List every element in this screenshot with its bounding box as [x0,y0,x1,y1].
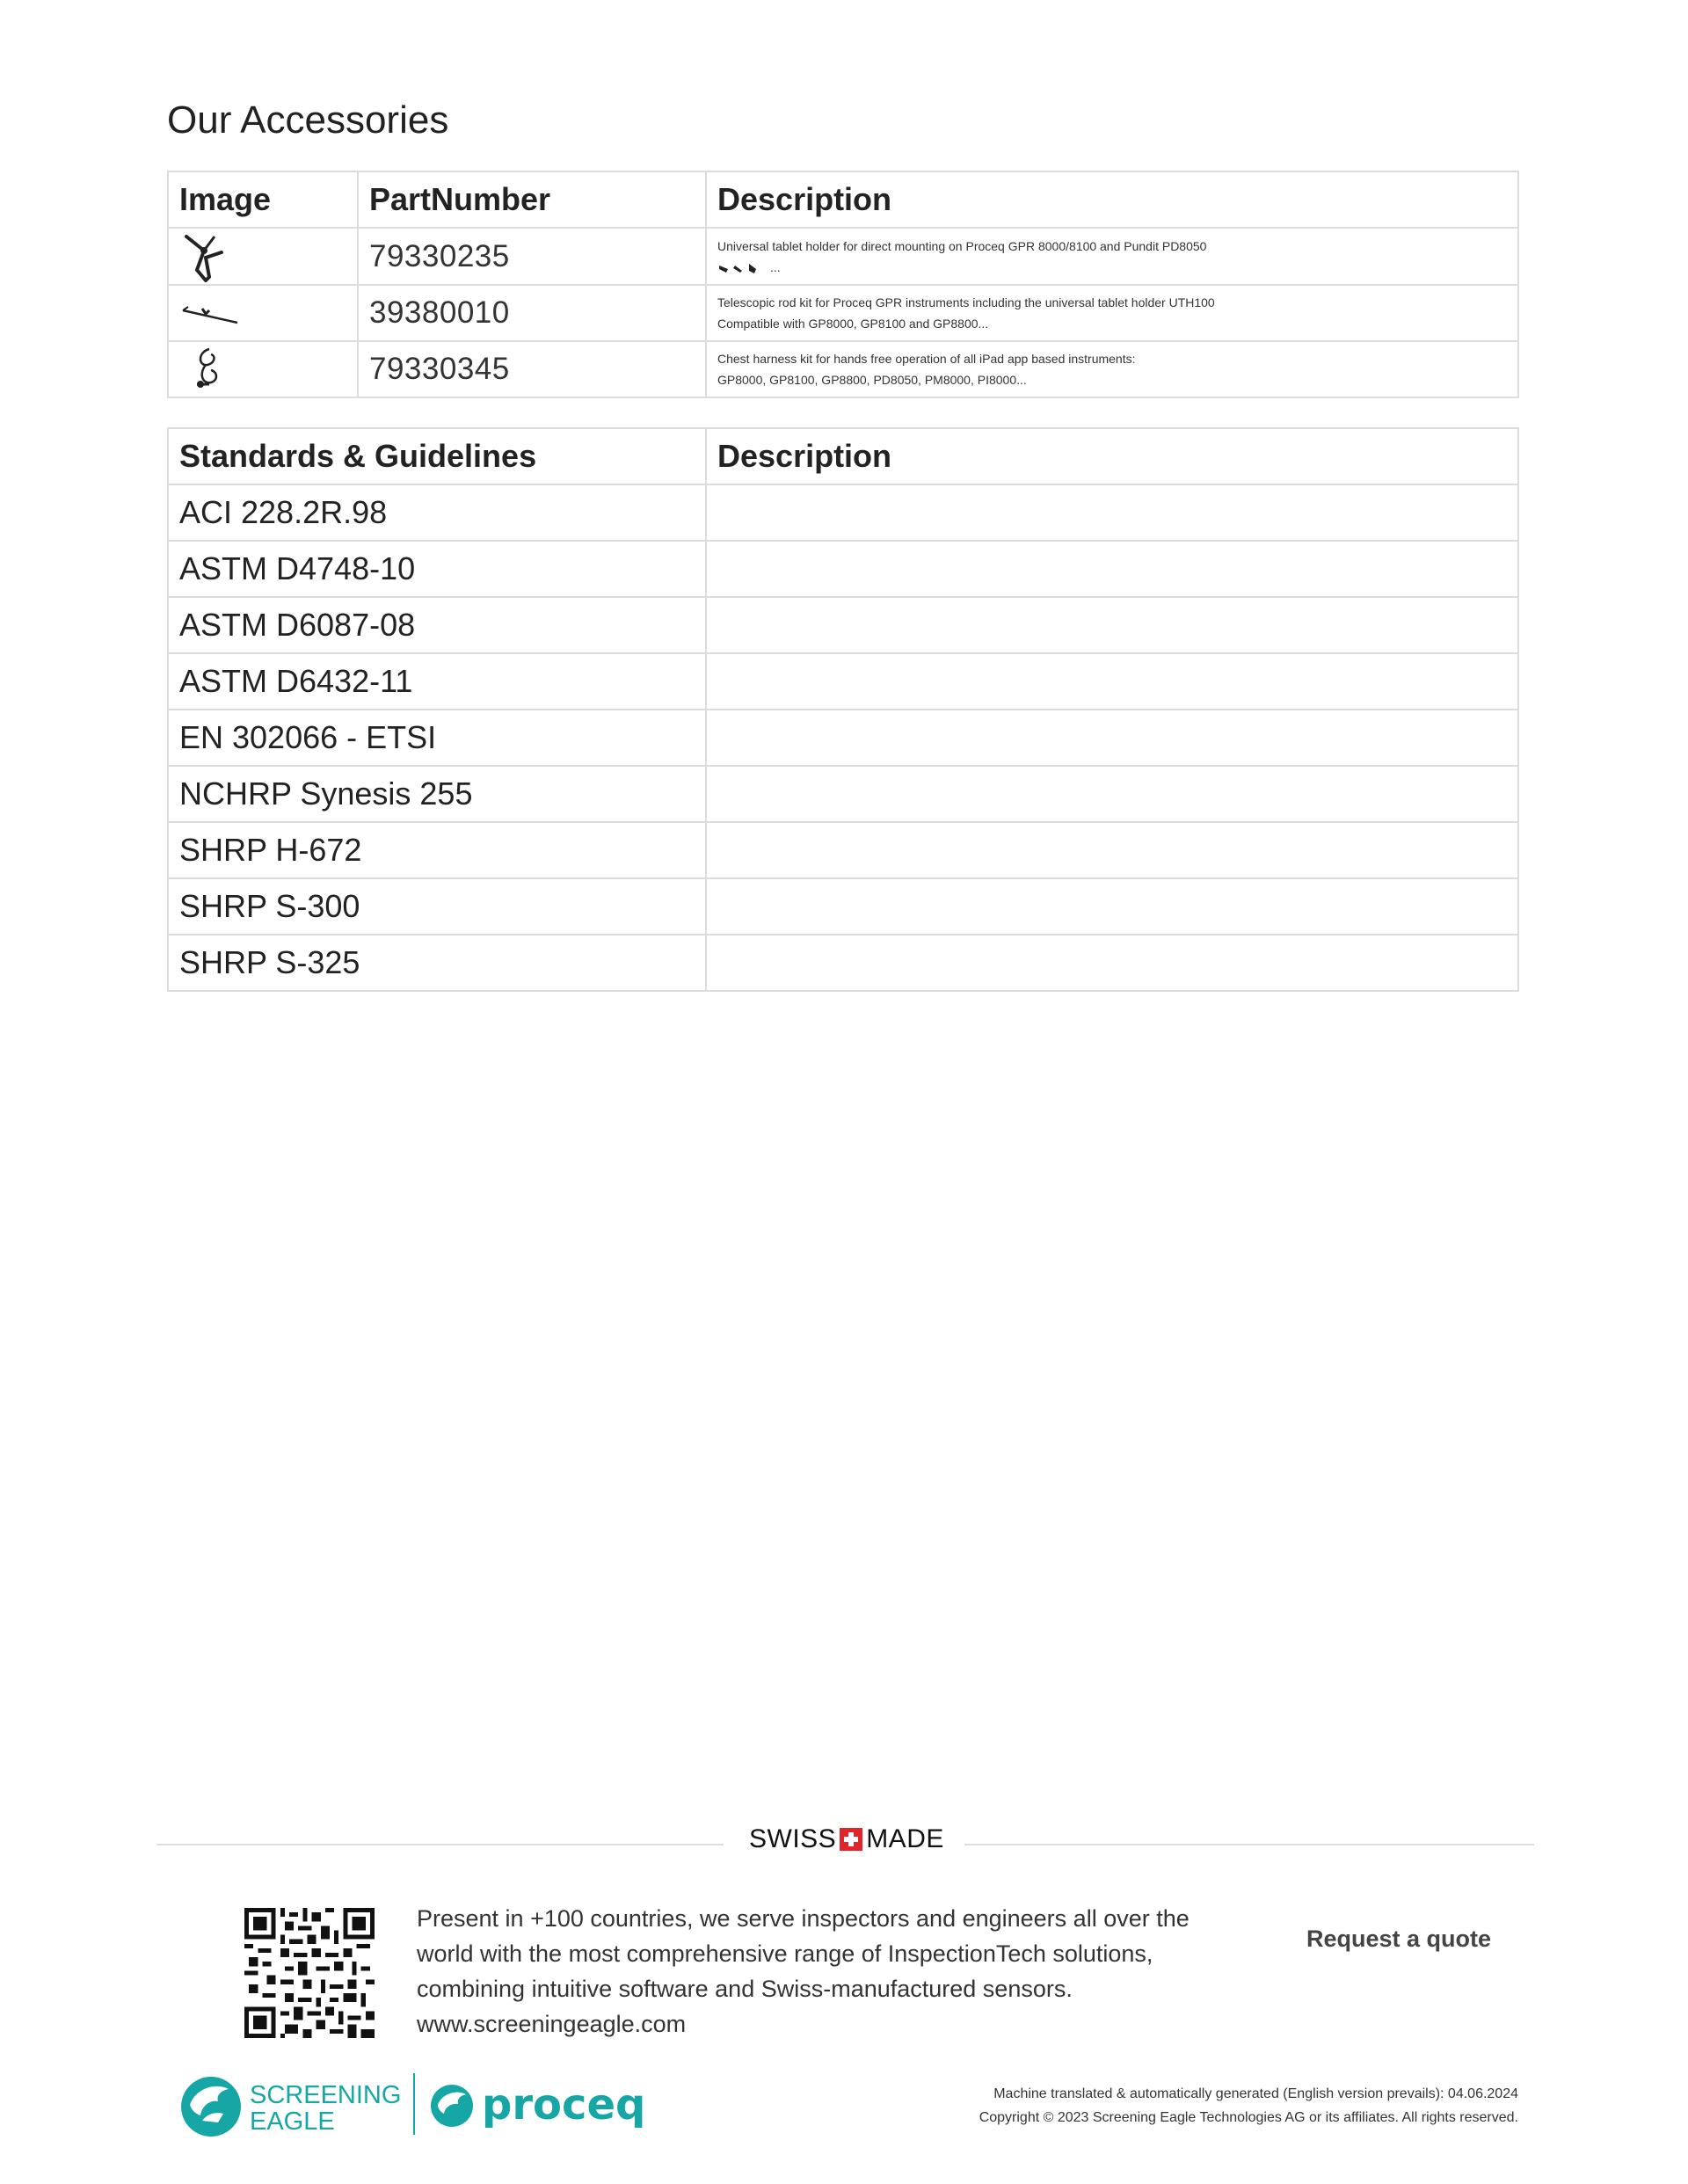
standard-name: NCHRP Synesis 255 [168,766,706,822]
swiss-made-badge [749,1822,944,1857]
product-thumbnails-icon [717,262,770,274]
standard-description [706,484,1518,541]
accessory-part-number: 79330345 [358,341,706,397]
accessory-part-number: 39380010 [358,285,706,341]
made-label: MADE [866,1824,944,1853]
logo-text-line: SCREENING [250,2081,402,2109]
accessory-part-number: 79330235 [358,228,706,285]
telescopic-rod-icon [179,288,241,339]
about-line: world with the most comprehensive range of InspectionTech solutions, [417,1940,1153,1967]
standard-name: EN 302066 - ETSI [168,710,706,766]
footer-divider-right [964,1844,1534,1845]
standards-table [167,427,1519,992]
description-line: Universal tablet holder for direct mounting on Proceq GPR 8000/8100 and Pundit PD8050 [717,238,1207,253]
header-image: Image [168,171,358,228]
about-line: combining intuitive software and Swiss-manufactured sensors. [417,1976,1073,2002]
accessories-header-row [168,171,1518,228]
table-row [168,228,1518,285]
proceq-logo [429,2077,666,2135]
legal-notice [979,2082,1518,2129]
table-row [168,878,1518,935]
standard-description [706,766,1518,822]
description-line: ... [717,257,1507,278]
standards-header-row [168,428,1518,484]
table-row [168,935,1518,991]
table-row [168,710,1518,766]
table-row [168,541,1518,597]
copyright-line: Copyright © 2023 Screening Eagle Technologies AG or its affiliates. All rights reserved. [979,2110,1518,2125]
standard-name: SHRP S-300 [168,878,706,935]
request-quote-link[interactable]: Request a quote [1306,1926,1492,1952]
standard-description [706,822,1518,878]
logo-divider [413,2073,415,2135]
description-line: Compatible with GP8000, GP8100 and GP8800... [717,317,989,331]
screening-eagle-logo [176,2070,404,2140]
description-line: Chest harness kit for hands free operation of all iPad app based instruments: [717,352,1136,366]
standard-name: SHRP S-325 [168,935,706,991]
accessory-image-cell [168,341,358,397]
table-row [168,822,1518,878]
standard-name: ASTM D6432-11 [168,653,706,710]
company-about [417,1901,1190,2042]
table-row [168,653,1518,710]
header-description: Description [706,171,1518,228]
table-row [168,597,1518,653]
standard-name: ASTM D6087-08 [168,597,706,653]
standard-description [706,653,1518,710]
logo-text-line: EAGLE [250,2108,335,2136]
about-line: Present in +100 countries, we serve inspectors and engineers all over the [417,1905,1190,1932]
standard-description [706,878,1518,935]
description-line: Telescopic rod kit for Proceq GPR instruments including the universal tablet holder UTH100 [717,295,1215,309]
standard-description [706,541,1518,597]
website-link[interactable]: www.screeningeagle.com [417,2011,687,2037]
table-row [168,341,1518,397]
tablet-holder-icon [179,231,241,282]
table-row [168,766,1518,822]
standard-name: ACI 228.2R.98 [168,484,706,541]
standard-description [706,710,1518,766]
footer-divider-left [156,1844,724,1845]
swiss-flag-icon [840,1828,862,1851]
accessory-description [706,341,1518,397]
header-description: Description [706,428,1518,484]
description-line: GP8000, GP8100, GP8800, PD8050, PM8000, PI8000... [717,373,1027,387]
standard-name: ASTM D4748-10 [168,541,706,597]
table-row [168,285,1518,341]
standard-name: SHRP H-672 [168,822,706,878]
swiss-label: SWISS [749,1824,837,1853]
accessories-table [167,171,1519,398]
header-part-number: PartNumber [358,171,706,228]
accessory-description [706,228,1518,285]
header-standards: Standards & Guidelines [168,428,706,484]
chest-harness-icon [179,344,241,395]
standard-description [706,935,1518,991]
accessory-description [706,285,1518,341]
accessory-image-cell [168,228,358,285]
accessory-image-cell [168,285,358,341]
accessories-title: Our Accessories [167,98,449,142]
legal-line: Machine translated & automatically generated (English version prevails): 04.06.2024 [993,2086,1518,2101]
qr-code-icon[interactable] [244,1908,375,2038]
table-row [168,484,1518,541]
standard-description [706,597,1518,653]
logo-text: proceq [482,2080,646,2129]
